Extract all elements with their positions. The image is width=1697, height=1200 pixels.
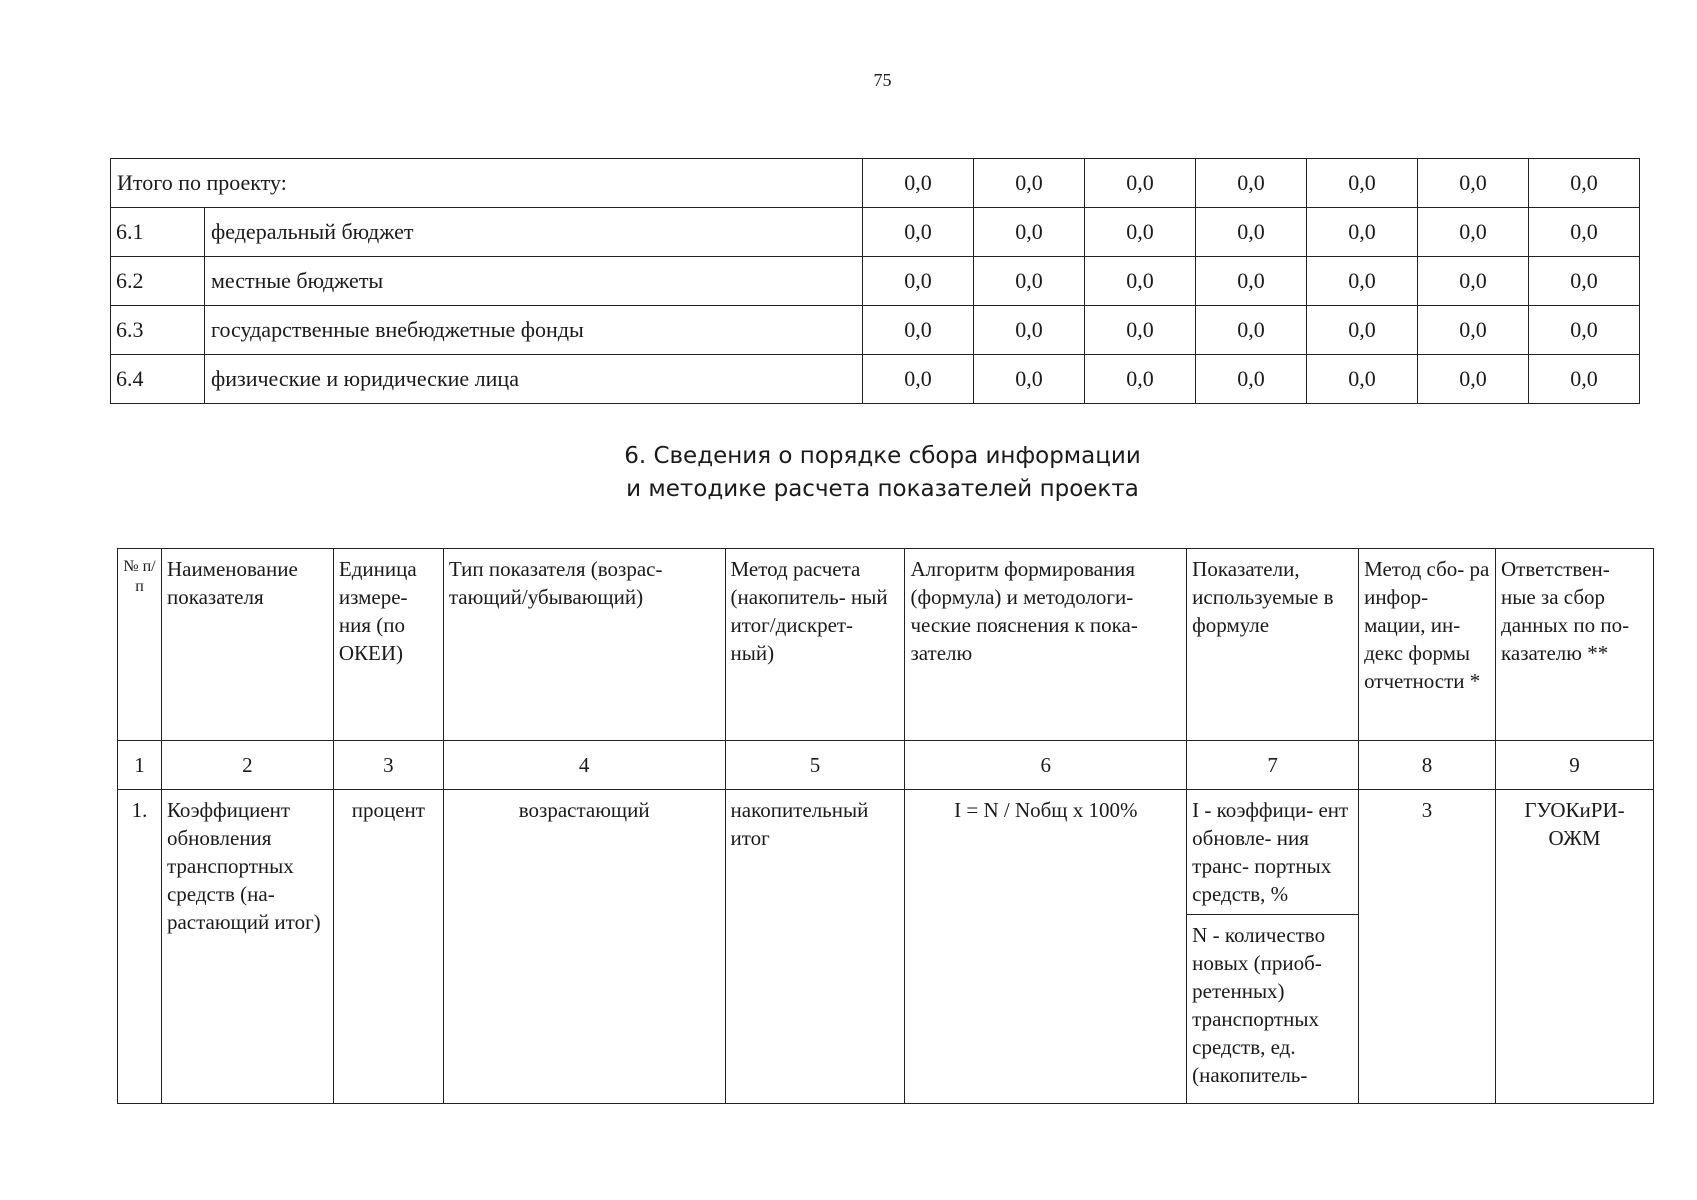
funding-row [111,306,1640,355]
column-number: 7 [1187,741,1359,790]
column-header: Метод расчета (накопитель- ный итог/дискрет- ный) [725,549,905,741]
funding-total-label: Итого по проекту: [111,159,863,208]
column-number: 2 [161,741,333,790]
funding-value: 0,0 [1196,355,1307,404]
funding-row [111,208,1640,257]
funding-value: 0,0 [1085,159,1196,208]
funding-source: физические и юридические лица [205,355,863,404]
formula-variable: I - коэффици- ент обновле- ния транс- портных средств, % [1187,790,1359,915]
funding-value: 0,0 [974,355,1085,404]
funding-row [111,355,1640,404]
column-number: 6 [905,741,1187,790]
indicator-formula: I = N / Nобщ x 100% [905,790,1187,1104]
funding-value: 0,0 [974,306,1085,355]
indicators-header-row [118,549,1654,741]
column-header: Алгоритм формирования (формула) и методологи- ческие пояснения к пока- зателю [905,549,1187,741]
funding-value: 0,0 [974,159,1085,208]
column-header: № п/п [118,549,162,741]
column-header: Единица измере- ния (по ОКЕИ) [333,549,443,741]
funding-value: 0,0 [1196,306,1307,355]
funding-value: 0,0 [1196,208,1307,257]
funding-source: государственные внебюджетные фонды [205,306,863,355]
funding-value: 0,0 [1196,159,1307,208]
indicator-collection-method: 3 [1359,790,1496,1104]
funding-value: 0,0 [1529,257,1640,306]
column-header: Ответствен- ные за сбор данных по по- казателю ** [1496,549,1654,741]
column-header: Метод сбо- ра инфор- мации, ин- декс формы отчетности * [1359,549,1496,741]
funding-value: 0,0 [1085,257,1196,306]
section-heading [0,440,1697,506]
funding-value: 0,0 [1085,306,1196,355]
funding-value: 0,0 [1418,355,1529,404]
page-number: 75 [873,70,892,90]
funding-value: 0,0 [1418,159,1529,208]
funding-value: 0,0 [863,306,974,355]
funding-source: федеральный бюджет [205,208,863,257]
funding-value: 0,0 [863,159,974,208]
indicator-unit: процент [333,790,443,1104]
funding-value: 0,0 [1418,306,1529,355]
column-number: 9 [1496,741,1654,790]
funding-value: 0,0 [1307,257,1418,306]
funding-code: 6.3 [111,306,205,355]
column-number-row [118,741,1654,790]
funding-total-row [111,159,1640,208]
funding-table [110,158,1640,404]
indicator-responsible: ГУОКиРИ- ОЖМ [1496,790,1654,1104]
column-header: Тип показателя (возрас- тающий/убывающий) [443,549,725,741]
funding-value: 0,0 [1307,306,1418,355]
indicator-number: 1. [118,790,162,1104]
funding-value: 0,0 [1307,159,1418,208]
indicator-type: возрастающий [443,790,725,1104]
formula-variable: N - количество новых (приоб- ретенных) транспортных средств, ед. (накопитель- [1187,915,1359,1104]
funding-value: 0,0 [1085,355,1196,404]
funding-code: 6.2 [111,257,205,306]
funding-value: 0,0 [1418,208,1529,257]
funding-value: 0,0 [1196,257,1307,306]
funding-value: 0,0 [1307,208,1418,257]
indicator-row [118,790,1654,915]
funding-value: 0,0 [1529,208,1640,257]
indicators-table [117,548,1654,1104]
funding-value: 0,0 [1418,257,1529,306]
column-header: Показатели, используемые в формуле [1187,549,1359,741]
column-number: 4 [443,741,725,790]
funding-code: 6.4 [111,355,205,404]
funding-value: 0,0 [1307,355,1418,404]
column-number: 1 [118,741,162,790]
funding-value: 0,0 [1529,306,1640,355]
funding-source: местные бюджеты [205,257,863,306]
funding-value: 0,0 [863,355,974,404]
funding-value: 0,0 [1529,355,1640,404]
column-header: Наименование показателя [161,549,333,741]
funding-value: 0,0 [974,257,1085,306]
funding-value: 0,0 [863,208,974,257]
funding-code: 6.1 [111,208,205,257]
column-number: 3 [333,741,443,790]
column-number: 8 [1359,741,1496,790]
funding-value: 0,0 [863,257,974,306]
funding-value: 0,0 [1085,208,1196,257]
indicator-name: Коэффициент обновления транспортных средств (на- растающий итог) [161,790,333,1104]
section-heading-line: и методике расчета показателей проекта [626,476,1139,502]
section-heading-line: 6. Сведения о порядке сбора информации [624,443,1141,469]
column-number: 5 [725,741,905,790]
funding-value: 0,0 [974,208,1085,257]
indicator-calc-method: накопительный итог [725,790,905,1104]
funding-value: 0,0 [1529,159,1640,208]
funding-row [111,257,1640,306]
